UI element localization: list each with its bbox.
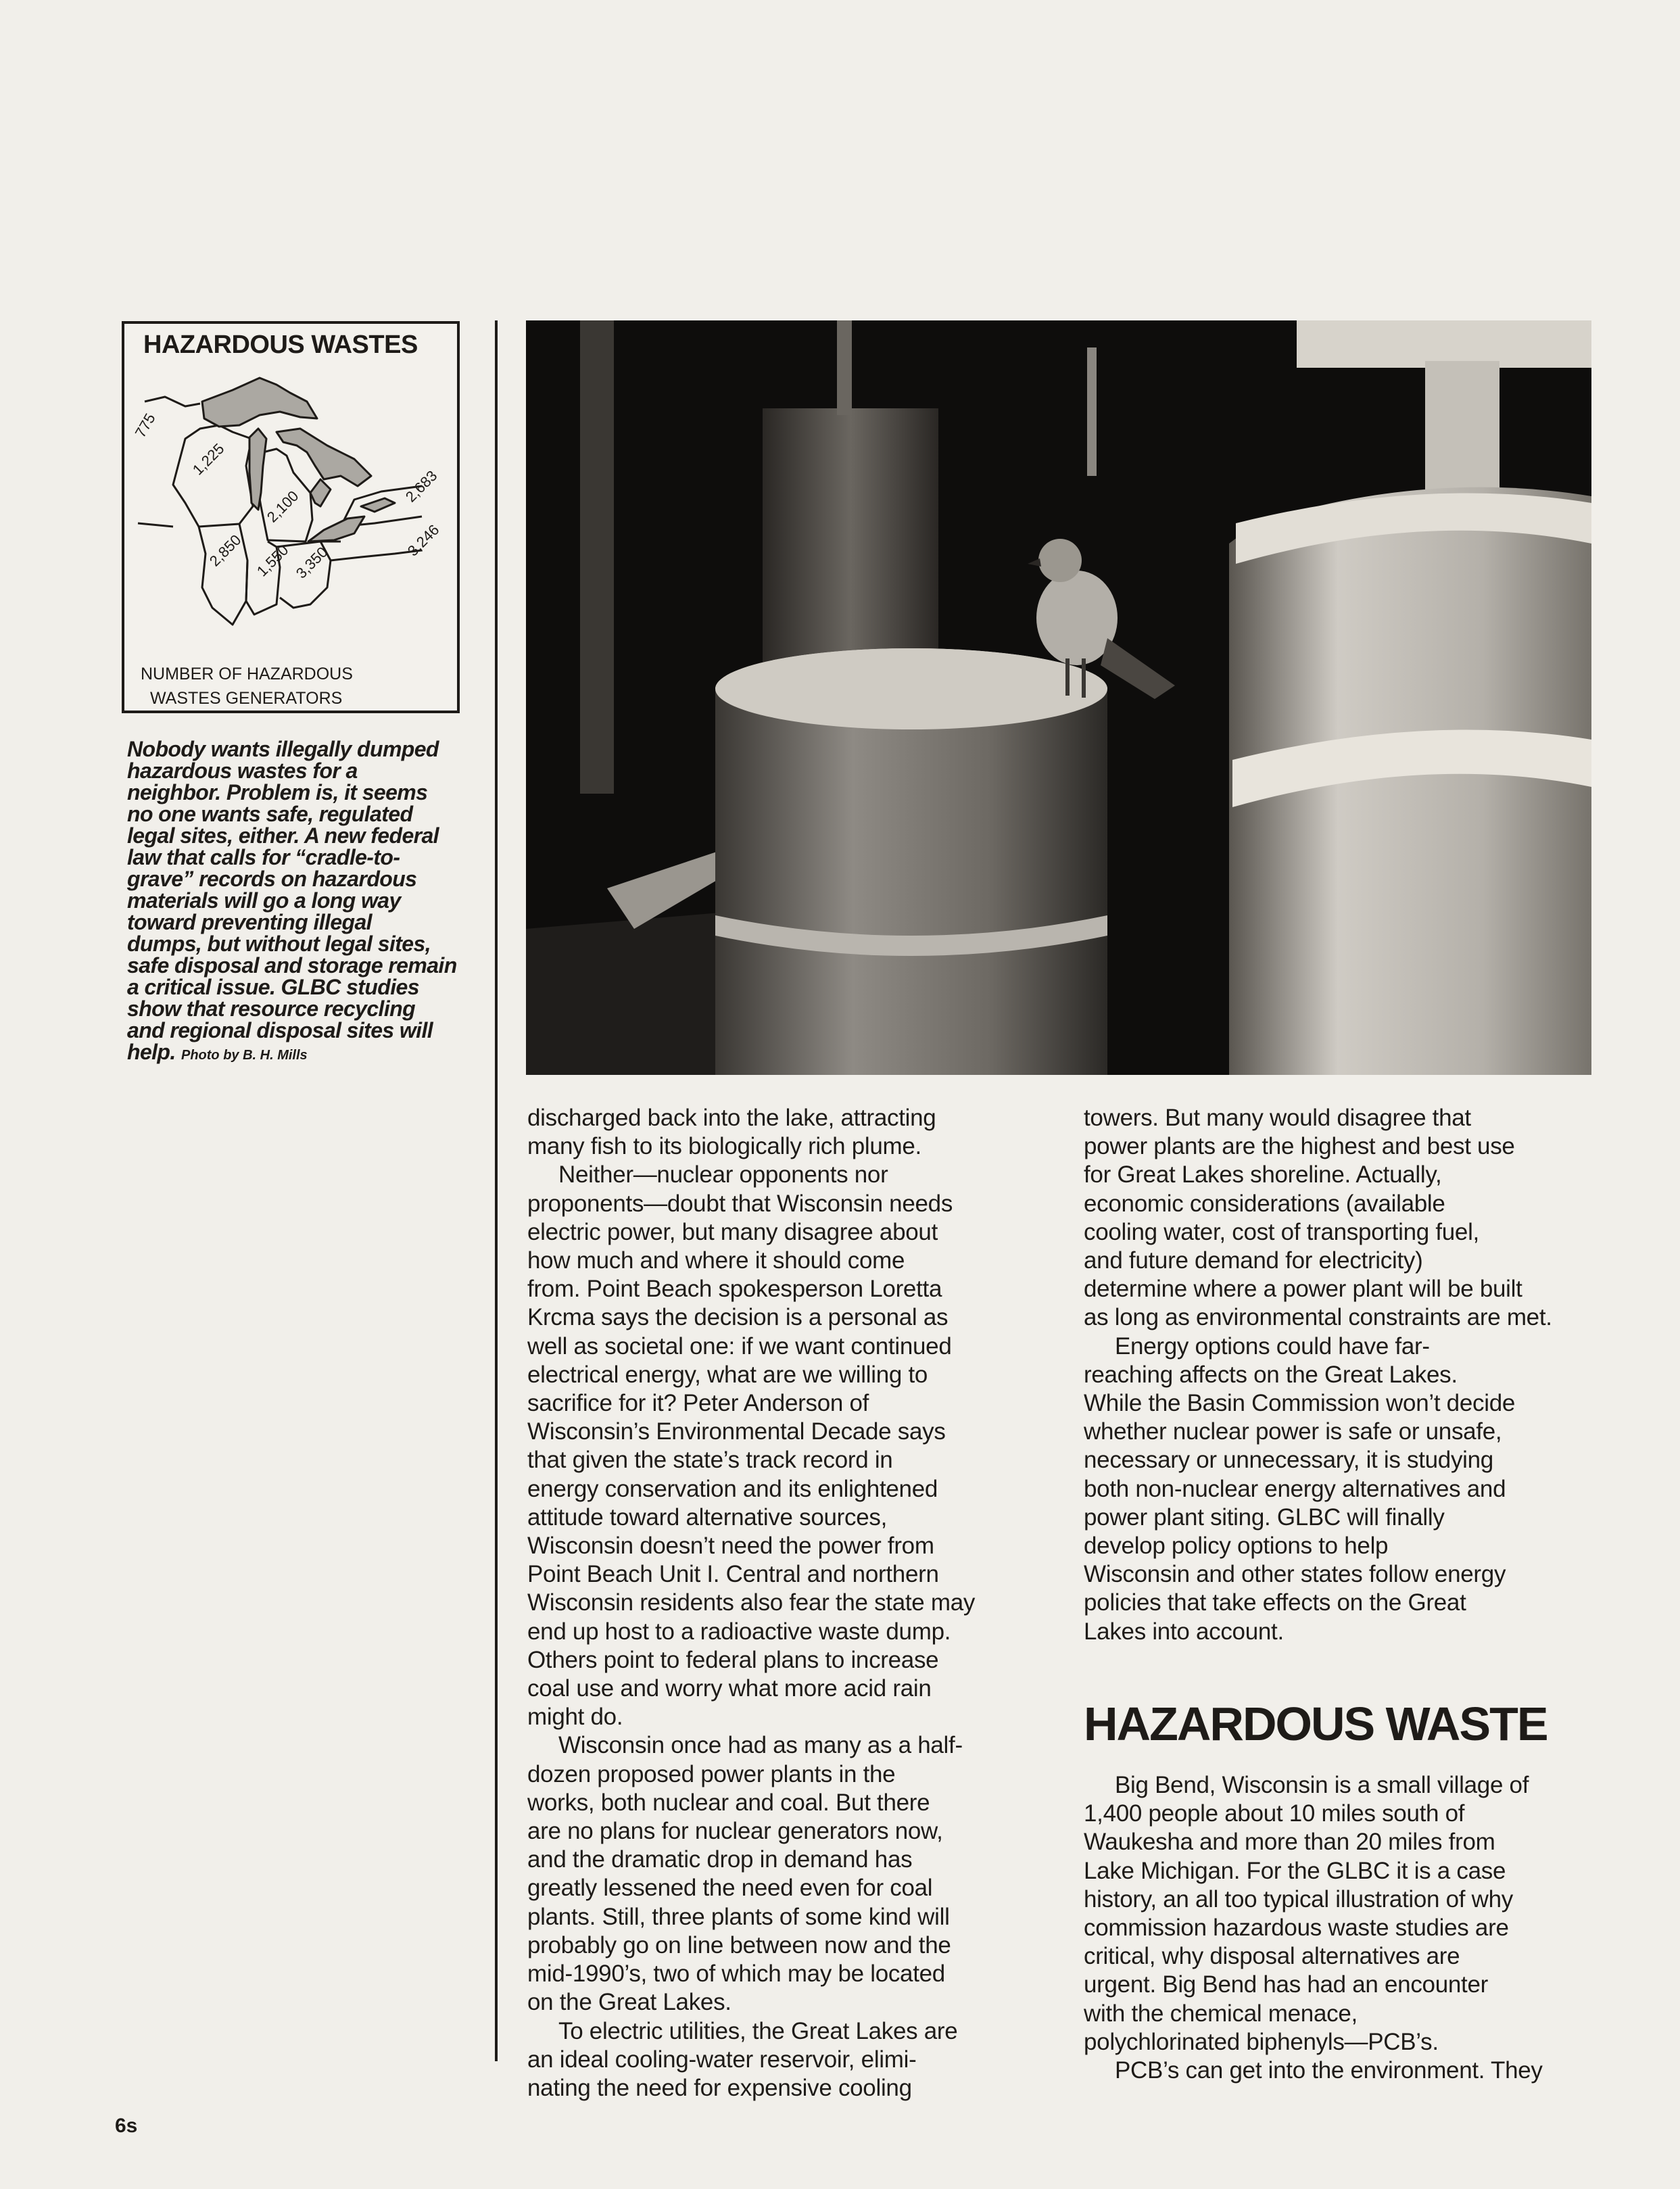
body-column-2 bbox=[1084, 1104, 1552, 1646]
text-line: power plants are the highest and best use bbox=[1084, 1133, 1515, 1160]
caption-line: hazardous wastes for a bbox=[127, 759, 358, 783]
text-line: critical, why disposal alternatives are bbox=[1084, 1943, 1460, 1970]
caption-line: no one wants safe, regulated bbox=[127, 802, 413, 826]
text-line: 1,400 people about 10 miles south of bbox=[1084, 1800, 1465, 1827]
text-line: coal use and worry what more acid rain bbox=[527, 1675, 932, 1702]
text-line: an ideal cooling-water reservoir, elimi- bbox=[527, 2046, 917, 2073]
text-line: history, an all too typical illustration of why bbox=[1084, 1885, 1513, 1913]
text-line: on the Great Lakes. bbox=[527, 1989, 731, 2016]
caption-line: neighbor. Problem is, it seems bbox=[127, 780, 428, 804]
caption-line: toward preventing illegal bbox=[127, 910, 372, 934]
text-line: are no plans for nuclear generators now, bbox=[527, 1818, 943, 1845]
text-line: from. Point Beach spokesperson Loretta bbox=[527, 1276, 942, 1303]
text-line: Lakes into account. bbox=[1084, 1618, 1284, 1645]
text-line: necessary or unnecessary, it is studying bbox=[1084, 1447, 1493, 1474]
text-line: Point Beach Unit I. Central and northern bbox=[527, 1561, 939, 1588]
text-line: dozen proposed power plants in the bbox=[527, 1760, 896, 1787]
map-label-wi: 1,225 bbox=[189, 439, 228, 479]
text-line: might do. bbox=[527, 1704, 623, 1731]
body-column-1 bbox=[527, 1104, 975, 2102]
caption-line: law that calls for “cradle-to- bbox=[127, 845, 400, 869]
text-line: To electric utilities, the Great Lakes are bbox=[558, 2017, 958, 2044]
text-line: Wisconsin once had as many as a half- bbox=[558, 1732, 963, 1759]
text-line: power plant siting. GLBC will finally bbox=[1084, 1504, 1445, 1531]
map-label-ny: 2,683 bbox=[402, 466, 441, 506]
text-line: Krcma says the decision is a personal as bbox=[527, 1304, 949, 1331]
section-heading: HAZARDOUS WASTE bbox=[1084, 1698, 1547, 1750]
text-line: policies that take effects on the Great bbox=[1084, 1589, 1466, 1616]
caption-line: legal sites, either. A new federal bbox=[127, 823, 439, 848]
text-line: polychlorinated biphenyls—PCB’s. bbox=[1084, 2028, 1439, 2055]
text-line: reaching affects on the Great Lakes. bbox=[1084, 1361, 1458, 1388]
text-line: both non-nuclear energy alternatives and bbox=[1084, 1475, 1506, 1502]
photo-caption bbox=[127, 738, 479, 1066]
map-label-il: 2,850 bbox=[206, 531, 245, 570]
photo-credit: Photo by B. H. Mills bbox=[181, 1048, 308, 1063]
text-line: and the dramatic drop in demand has bbox=[527, 1846, 913, 1873]
text-line: probably go on line between now and the bbox=[527, 1931, 951, 1958]
text-line: towers. But many would disagree that bbox=[1084, 1105, 1471, 1131]
text-line: sacrifice for it? Peter Anderson of bbox=[527, 1390, 869, 1417]
text-line: Lake Michigan. For the GLBC it is a case bbox=[1084, 1857, 1506, 1884]
text-line: discharged back into the lake, attracting bbox=[527, 1105, 936, 1131]
text-line: attitude toward alternative sources, bbox=[527, 1504, 887, 1531]
caption-line: dumps, but without legal sites, bbox=[127, 932, 431, 956]
map-title: HAZARDOUS WASTES bbox=[143, 331, 418, 359]
text-line: cooling water, cost of transporting fuel, bbox=[1084, 1218, 1479, 1245]
map-label-pa: 3,246 bbox=[404, 521, 443, 560]
text-line: electrical energy, what are we willing to bbox=[527, 1361, 928, 1388]
caption-line: safe disposal and storage remain bbox=[127, 953, 457, 978]
text-line: commission hazardous waste studies are bbox=[1084, 1915, 1509, 1942]
text-line: that given the state’s track record in bbox=[527, 1447, 893, 1474]
pigeon-on-drums-photo bbox=[526, 320, 1591, 1075]
caption-line: grave” records on hazardous bbox=[127, 867, 417, 891]
text-line: many fish to its biologically rich plume. bbox=[527, 1133, 921, 1160]
text-line: with the chemical menace, bbox=[1084, 2000, 1358, 2027]
map-label-oh: 3,350 bbox=[292, 543, 331, 582]
text-line: Big Bend, Wisconsin is a small village of bbox=[1115, 1772, 1529, 1798]
text-line: Neither—nuclear opponents nor bbox=[558, 1161, 888, 1188]
text-line: While the Basin Commission won’t decide bbox=[1084, 1390, 1516, 1417]
caption-line: and regional disposal sites will bbox=[127, 1018, 433, 1042]
text-line: greatly lessened the need even for coal bbox=[527, 1875, 933, 1902]
text-line: as long as environmental constraints are met. bbox=[1084, 1304, 1552, 1331]
text-line: whether nuclear power is safe or unsafe, bbox=[1084, 1418, 1502, 1445]
text-line: develop policy options to help bbox=[1084, 1533, 1389, 1560]
map-label-mi: 2,100 bbox=[263, 487, 302, 526]
map-caption-line: WASTES GENERATORS bbox=[150, 689, 343, 708]
text-line: Wisconsin’s Environmental Decade says bbox=[527, 1418, 946, 1445]
text-line: proponents—doubt that Wisconsin needs bbox=[527, 1190, 953, 1217]
text-line: plants. Still, three plants of some kind will bbox=[527, 1903, 950, 1930]
text-line: Wisconsin doesn’t need the power from bbox=[527, 1533, 934, 1560]
text-line: nating the need for expensive cooling bbox=[527, 2074, 912, 2101]
body-column-3 bbox=[1084, 1771, 1543, 2085]
hazardous-wastes-map-box bbox=[122, 321, 460, 713]
column-divider bbox=[495, 320, 498, 2061]
page-number: 6s bbox=[115, 2115, 138, 2137]
text-line: urgent. Big Bend has had an encounter bbox=[1084, 1971, 1488, 1998]
text-line: electric power, but many disagree about bbox=[527, 1218, 938, 1245]
caption-line: Nobody wants illegally dumped bbox=[127, 737, 439, 761]
text-line: end up host to a radioactive waste dump. bbox=[527, 1618, 951, 1645]
map-label-mn: 775 bbox=[131, 410, 159, 441]
text-line: Wisconsin and other states follow energy bbox=[1084, 1561, 1506, 1588]
text-line: Energy options could have far- bbox=[1115, 1332, 1430, 1360]
text-line: mid-1990’s, two of which may be located bbox=[527, 1961, 945, 1988]
map-caption-line: NUMBER OF HAZARDOUS bbox=[141, 665, 353, 683]
text-line: economic considerations (available bbox=[1084, 1190, 1445, 1217]
caption-line-last bbox=[127, 1041, 479, 1066]
text-line: and future demand for electricity) bbox=[1084, 1247, 1423, 1274]
text-line: determine where a power plant will be built bbox=[1084, 1276, 1522, 1303]
great-lakes-states-map bbox=[131, 364, 449, 635]
map-label-in: 1,550 bbox=[253, 541, 292, 580]
caption-line: show that resource recycling bbox=[127, 996, 416, 1021]
caption-line: a critical issue. GLBC studies bbox=[127, 975, 419, 999]
text-line: how much and where it should come bbox=[527, 1247, 905, 1274]
caption-line: materials will go a long way bbox=[127, 888, 401, 913]
text-line: Others point to federal plans to increase bbox=[527, 1646, 939, 1673]
text-line: well as societal one: if we want continued bbox=[527, 1332, 952, 1360]
text-line: Wisconsin residents also fear the state may bbox=[527, 1589, 976, 1616]
caption-help-word: help. bbox=[127, 1040, 176, 1064]
text-line: energy conservation and its enlightened bbox=[527, 1475, 938, 1502]
text-line: works, both nuclear and coal. But there bbox=[527, 1789, 930, 1816]
map-caption bbox=[141, 662, 353, 711]
text-line: for Great Lakes shoreline. Actually, bbox=[1084, 1161, 1442, 1188]
text-line: PCB’s can get into the environment. They bbox=[1115, 2057, 1543, 2084]
text-line: Waukesha and more than 20 miles from bbox=[1084, 1829, 1495, 1856]
